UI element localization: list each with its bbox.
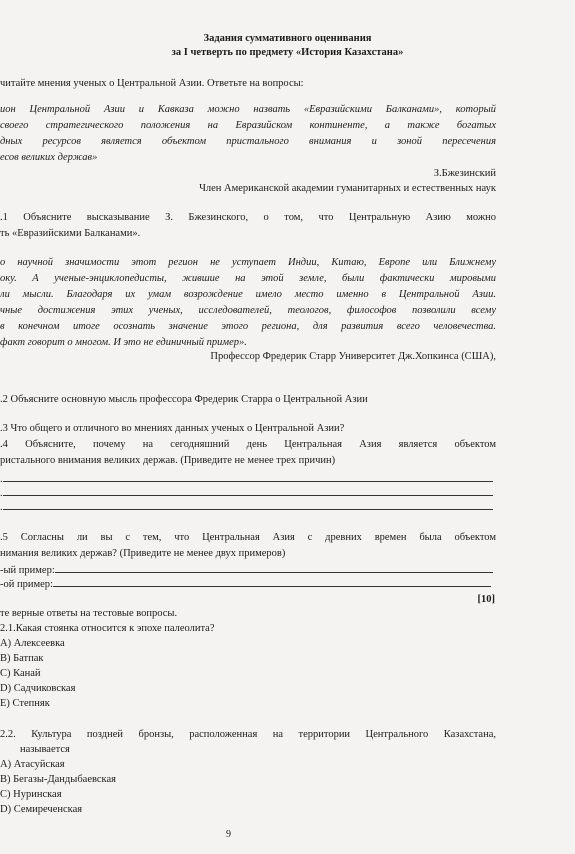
quote2-line-2: оку. А ученые-энциклопедисты, жившие на этой земле, были фактически мировыми: [0, 273, 496, 284]
example-2-row[interactable]: [0, 577, 491, 591]
test-question-2-2-line-2: называется: [20, 744, 70, 755]
quote2-line-5: в конечном итоге осознать значение этого региона, для развития всего человечества.: [0, 321, 496, 332]
quote2-line-6: факт говорит о многом. И это не единичный пример».: [0, 337, 247, 348]
question-1-4-line-1: .4 Объясните, почему на сегодняшний день Центральная Азия является объектом: [0, 439, 496, 450]
t21-option-e[interactable]: Е) Степняк: [0, 698, 50, 709]
quote1-line-1: ион Центральной Азии и Кавказа можно назвать «Евразийскими Балканами», который: [0, 104, 496, 115]
quote1-author-title: Член Американской академии гуманитарных и естественных наук: [199, 183, 496, 194]
t21-option-a[interactable]: А) Алексеевка: [0, 638, 65, 649]
test-question-2-1: 2.1.Какая стоянка относится к эпохе палеолита?: [0, 623, 215, 634]
intro-instruction: читайте мнения ученых о Центральной Азии. Ответьте на вопросы:: [0, 78, 304, 89]
question-1-4-line-2: ристального внимания великих держав. (Приведите не менее трех причин): [0, 455, 336, 466]
answer-line-1-blank[interactable]: [3, 472, 493, 482]
t22-option-a[interactable]: А) Атасуйская: [0, 759, 65, 770]
t21-option-d[interactable]: D) Садчиковская: [0, 683, 76, 694]
test-intro: те верные ответы на тестовые вопросы.: [0, 608, 178, 619]
answer-line-3-label: .: [0, 502, 3, 513]
answer-line-2[interactable]: [0, 486, 493, 500]
quote2-author: Профессор Фредерик Старр Университет Дж.Хопкинса (США),: [210, 351, 496, 362]
example-2-label: -ой пример:: [0, 579, 53, 590]
quote1-line-2: своего стратегического положения на Евразийском континенте, а также богатых: [0, 120, 496, 131]
t22-option-c[interactable]: С) Нуринская: [0, 789, 62, 800]
t21-option-c[interactable]: С) Канай: [0, 668, 41, 679]
question-1-5-line-2: нимания великих держав? (Приведите не менее двух примеров): [0, 548, 286, 559]
quote1-line-3: дных ресурсов является объектом пристального внимания и зоной пересечения: [0, 136, 496, 147]
question-1-5-line-1: .5 Согласны ли вы с тем, что Центральная Азия с древних времен была объектом: [0, 532, 496, 543]
answer-line-2-blank[interactable]: [3, 486, 493, 496]
question-1-1-line-1: .1 Объясните высказывание З. Бжезинского, о том, что Центральную Азию можно: [0, 212, 496, 223]
answer-line-1[interactable]: [0, 472, 493, 486]
t22-option-b[interactable]: В) Бегазы-Дандыбаевская: [0, 774, 116, 785]
example-1-label: -ый пример:: [0, 565, 55, 576]
quote2-line-4: чные достижения этих ученых, исследователей, теологов, философов позволили всему: [0, 305, 496, 316]
question-1-1-line-2: ть «Евразийскими Балканами».: [0, 228, 141, 239]
page-number: 9: [226, 829, 231, 840]
answer-line-3[interactable]: [0, 500, 493, 514]
quote1-author: З.Бжезинский: [433, 168, 496, 179]
quote2-line-3: ли мысли. Благодаря их умам возрождение имело место именно в Центральной Азии.: [0, 289, 496, 300]
answer-line-1-label: .: [0, 474, 3, 485]
question-1-2: .2 Объясните основную мысль профессора Фредерик Старра о Центральной Азии: [0, 394, 368, 405]
test-question-2-2-line-1: 2.2. Культура поздней бронзы, расположенная на территории Центрального Казахстана,: [0, 729, 496, 740]
quote2-line-1: о научной значимости этот регион не уступает Индии, Китаю, Европе или Ближнему: [0, 257, 496, 268]
score-marker: [10]: [477, 594, 495, 605]
title-line-2: за I четверть по предмету «История Казахстана»: [171, 47, 404, 58]
example-1-blank[interactable]: [55, 563, 493, 573]
example-1-row[interactable]: [0, 563, 493, 577]
title-line-1: Задания суммативного оценивания: [203, 33, 372, 44]
question-1-3: .3 Что общего и отличного во мнениях данных ученых о Центральной Азии?: [0, 423, 345, 434]
quote1-line-4: есов великих держав»: [0, 152, 98, 163]
example-2-blank[interactable]: [53, 577, 491, 587]
t22-option-d[interactable]: D) Семиреченская: [0, 804, 83, 815]
t21-option-b[interactable]: В) Батпак: [0, 653, 44, 664]
answer-line-3-blank[interactable]: [3, 500, 493, 510]
answer-line-2-label: .: [0, 488, 3, 499]
